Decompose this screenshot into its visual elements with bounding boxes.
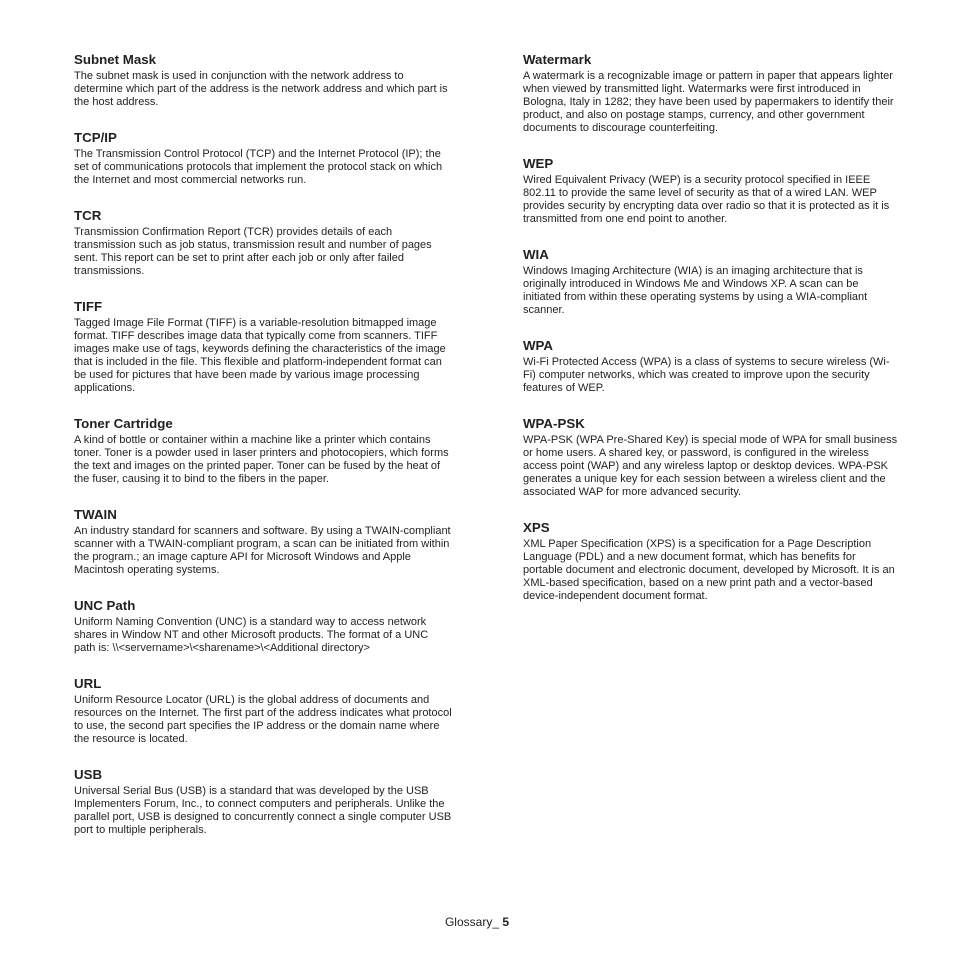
entry-term: Toner Cartridge — [74, 416, 173, 431]
entry-definition: An industry standard for scanners and software. By using a TWAIN-compliant scanner with a TWAIN-compliant program, a scan can be initiated from within the program.; an image capture API for Microsoft Windows and Apple Macintosh operating systems. — [74, 525, 451, 576]
glossary-entry-wep — [523, 156, 898, 226]
entry-definition: The subnet mask is used in conjunction with the network address to determine which part of the address is the network address and which part is the host address. — [74, 70, 448, 108]
entry-definition: Uniform Resource Locator (URL) is the global address of documents and resources on the Internet. The first part of the address indicates what protocol to use, the second part specifies the IP address or the domain name where the resource is located. — [74, 694, 452, 745]
entry-definition: A watermark is a recognizable image or pattern in paper that appears lighter when viewed by transmitted light. Watermarks were first introduced in Bologna, Italy in 1282; they have been used by papermakers to identify their product, and also on postage stamps, currency, and other government documents to discourage counterfeiting. — [523, 70, 894, 134]
entry-term: XPS — [523, 520, 550, 535]
entry-term: WPA-PSK — [523, 416, 585, 431]
left-column — [74, 52, 452, 837]
glossary-entry-tiff — [74, 299, 452, 395]
entry-definition: Windows Imaging Architecture (WIA) is an imaging architecture that is originally introduced in Windows Me and Windows XP. A scan can be initiated from within these operating systems by using a WIA-compliant scanner. — [523, 265, 868, 316]
footer-section-label: Glossary_ — [444, 915, 499, 929]
glossary-entry-unc-path — [74, 598, 452, 655]
entry-definition: Wired Equivalent Privacy (WEP) is a security protocol specified in IEEE 802.11 to provide the same level of security as that of a wired LAN. WEP provides security by encrypting data over radio so that it is protected as it is transmitted from one end point to another. — [523, 174, 890, 225]
glossary-entry-wpa-psk — [523, 416, 898, 499]
entry-term: WPA — [523, 338, 554, 353]
entry-term: WEP — [523, 156, 554, 171]
entry-definition: XML Paper Specification (XPS) is a specification for a Page Description Language (PDL) and a new document format, which has benefits for portable document and electronic document, developed by Microsoft. It is an XML-based specification, based on a new print path and a vector-based device-independent document format. — [523, 538, 895, 602]
entry-definition: A kind of bottle or container within a machine like a printer which contains toner. Toner is a powder used in laser printers and photocopiers, which forms the text and images on the printed paper. Toner can be fused by the heat of the fuser, causing it to bind to the fibers in the paper. — [74, 434, 449, 485]
entry-definition: Transmission Confirmation Report (TCR) provides details of each transmission such as job status, transmission result and number of pages sent. This report can be set to print after each job or only after failed transmissions. — [74, 226, 432, 277]
entry-definition: Universal Serial Bus (USB) is a standard that was developed by the USB Implementers Forum, Inc., to connect computers and peripherals. Unlike the parallel port, USB is designed to concurrently connect a single computer USB port to multiple peripherals. — [74, 785, 452, 836]
glossary-entry-usb — [74, 767, 452, 837]
glossary-entry-twain — [74, 507, 452, 577]
entry-term: Watermark — [523, 52, 592, 67]
glossary-entry-wpa — [523, 338, 898, 395]
entry-term: TCP/IP — [74, 130, 117, 145]
entry-term: TWAIN — [74, 507, 117, 522]
entry-term: UNC Path — [74, 598, 136, 613]
entry-term: Subnet Mask — [74, 52, 157, 67]
glossary-entry-wia — [523, 247, 898, 317]
glossary-entry-subnet-mask — [74, 52, 452, 109]
entry-definition: Tagged Image File Format (TIFF) is a variable-resolution bitmapped image format. TIFF describes image data that typically come from scanners. TIFF images make use of tags, keywords defining the characteristics of the image that is included in the file. This flexible and platform-independent format can be used for pictures that have been made by various image processing applications. — [74, 317, 446, 394]
entry-term: TIFF — [74, 299, 103, 314]
page-number: 5 — [502, 915, 510, 929]
entry-definition: Uniform Naming Convention (UNC) is a standard way to access network shares in Window NT and other Microsoft products. The format of a UNC path is: \\<servername>\<sharename>\<Additional directory> — [74, 616, 429, 654]
entry-term: TCR — [74, 208, 102, 223]
entry-definition: WPA-PSK (WPA Pre-Shared Key) is special mode of WPA for small business or home users. A shared key, or password, is configured in the wireless access point (WAP) and any wireless laptop or desktop devices. WPA-PSK generates a unique key for each session between a wireless client and the associated WAP for more advanced security. — [523, 434, 898, 498]
entry-definition: The Transmission Control Protocol (TCP) and the Internet Protocol (IP); the set of communications protocols that implement the protocol stack on which the Internet and most commercial networks run. — [74, 148, 443, 186]
right-column — [523, 52, 898, 603]
entry-term: URL — [74, 676, 102, 691]
glossary-entry-xps — [523, 520, 898, 603]
glossary-entry-tcp-ip — [74, 130, 452, 187]
glossary-entry-watermark — [523, 52, 898, 135]
entry-term: USB — [74, 767, 103, 782]
entry-term: WIA — [523, 247, 549, 262]
glossary-entry-toner-cartridge — [74, 416, 452, 486]
glossary-entry-url — [74, 676, 452, 746]
entry-definition: Wi-Fi Protected Access (WPA) is a class of systems to secure wireless (Wi-Fi) computer networks, which was created to improve upon the security features of WEP. — [523, 356, 890, 394]
glossary-entry-tcr — [74, 208, 452, 278]
page-footer — [0, 914, 954, 930]
